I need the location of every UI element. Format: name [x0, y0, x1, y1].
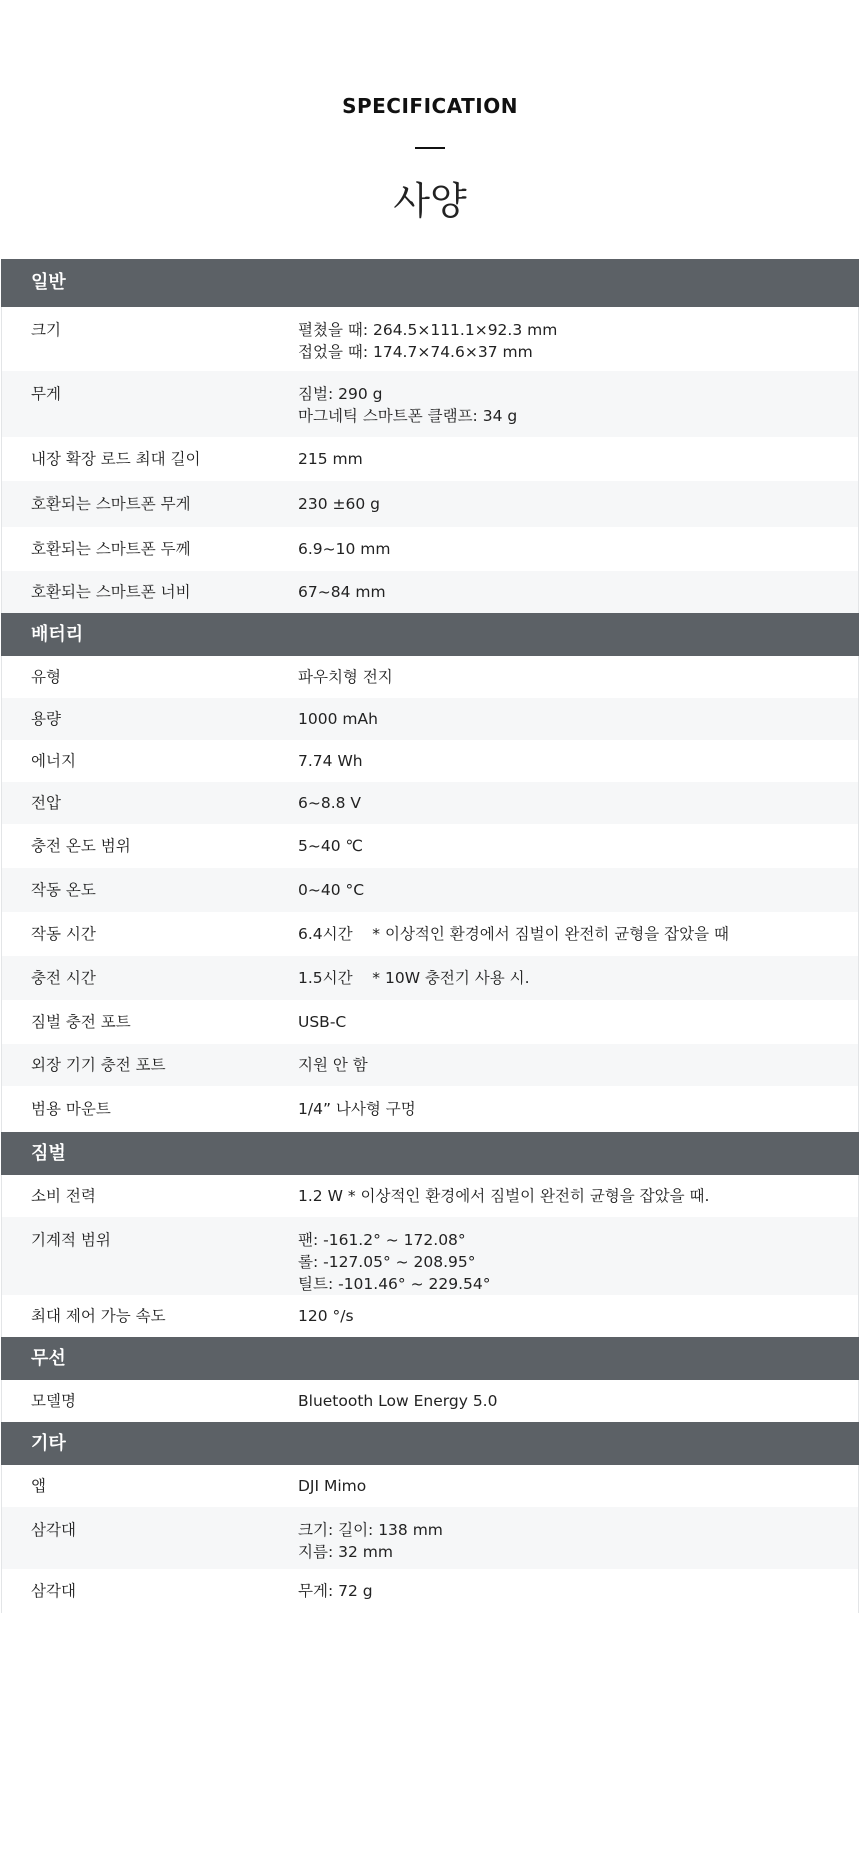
- spec-row: [1, 371, 859, 437]
- spec-label-text: 에너지: [31, 752, 76, 770]
- spec-label-text: 앱: [31, 1477, 46, 1495]
- spec-value-line: 마그네틱 스마트폰 클램프: 34 g: [298, 407, 518, 425]
- spec-value-line: 크기: 길이: 138 mm: [298, 1521, 443, 1539]
- spec-label-text: 호환되는 스마트폰 너비: [31, 583, 191, 601]
- section-header: 배터리: [1, 613, 859, 656]
- spec-row: [1, 1569, 859, 1613]
- spec-label-text: 무게: [31, 385, 61, 403]
- spec-row: [1, 307, 859, 371]
- specification-table: [1, 259, 859, 1613]
- spec-value-line: 팬: -161.2° ~ 172.08°: [298, 1231, 466, 1249]
- spec-value: [298, 1229, 858, 1295]
- spec-label-text: 충전 온도 범위: [31, 837, 131, 855]
- spec-label-text: 호환되는 스마트폰 두께: [31, 540, 191, 558]
- spec-label-text: 용량: [31, 710, 61, 728]
- spec-label-text: 소비 전력: [31, 1187, 96, 1205]
- spec-value-line: 120 °/s: [298, 1307, 354, 1325]
- spec-value-line: 롤: -127.05° ~ 208.95°: [298, 1253, 476, 1271]
- spec-label-text: 유형: [31, 668, 61, 686]
- spec-label-text: 작동 시간: [31, 925, 96, 943]
- spec-row: [1, 782, 859, 824]
- spec-value-line: 6~8.8 V: [298, 794, 362, 812]
- spec-row: [1, 824, 859, 868]
- spec-label: [2, 1305, 298, 1337]
- spec-value-line: 틸트: -101.46° ~ 229.54°: [298, 1275, 491, 1293]
- page-title: 사양: [393, 179, 467, 223]
- spec-label-text: 범용 마운트: [31, 1100, 111, 1118]
- spec-value-line: 0~40 °C: [298, 881, 365, 899]
- spec-row: [1, 481, 859, 527]
- spec-value-line: USB-C: [298, 1013, 347, 1031]
- spec-value-line: 7.74 Wh: [298, 752, 363, 770]
- spec-label: [2, 1185, 298, 1217]
- spec-row: [1, 868, 859, 912]
- spec-label-text: 삼각대: [31, 1521, 76, 1539]
- spec-value-line: 1.2 W * 이상적인 환경에서 짐벌이 완전히 균형을 잡았을 때.: [298, 1187, 710, 1205]
- spec-row: [1, 1175, 859, 1217]
- spec-value-line: 215 mm: [298, 450, 363, 468]
- spec-label-text: 짐벌 충전 포트: [31, 1013, 131, 1031]
- spec-value: [298, 1054, 858, 1086]
- spec-value: [298, 1390, 858, 1422]
- spec-value-line: 6.9~10 mm: [298, 540, 391, 558]
- spec-value-line: 지원 안 함: [298, 1056, 368, 1074]
- spec-value: [298, 448, 858, 481]
- spec-value: [298, 1519, 858, 1569]
- spec-row: [1, 437, 859, 481]
- spec-value-line: 짐벌: 290 g: [298, 385, 383, 403]
- spec-value: [298, 1098, 858, 1132]
- spec-value: [298, 835, 858, 868]
- section-eyebrow: SPECIFICATION: [342, 94, 518, 118]
- spec-row: [1, 912, 859, 956]
- spec-value-line: 6.4시간 * 이상적인 환경에서 짐벌이 완전히 균형을 잡았을 때: [298, 925, 729, 943]
- spec-label: [2, 1519, 298, 1569]
- spec-label-text: 기계적 범위: [31, 1231, 111, 1249]
- spec-label-text: 호환되는 스마트폰 무게: [31, 495, 191, 513]
- spec-label: [2, 1098, 298, 1132]
- spec-value-line: 무게: 72 g: [298, 1582, 373, 1600]
- spec-label: [2, 750, 298, 782]
- spec-label-text: 최대 제어 가능 속도: [31, 1307, 166, 1325]
- spec-row: [1, 698, 859, 740]
- spec-label: [2, 879, 298, 912]
- spec-row: [1, 1507, 859, 1569]
- spec-label: [2, 1390, 298, 1422]
- spec-value-line: 파우치형 전지: [298, 668, 393, 686]
- spec-row: [1, 656, 859, 698]
- spec-row: [1, 1217, 859, 1295]
- spec-value: [298, 319, 858, 371]
- spec-value-line: DJI Mimo: [298, 1477, 367, 1495]
- spec-label: [2, 493, 298, 527]
- spec-label: [2, 708, 298, 740]
- spec-label-text: 삼각대: [31, 1582, 76, 1600]
- spec-value: [298, 1011, 858, 1044]
- spec-value: [298, 581, 858, 613]
- spec-value-line: 지름: 32 mm: [298, 1543, 393, 1561]
- spec-label: [2, 666, 298, 698]
- spec-value: [298, 792, 858, 824]
- spec-value-line: 230 ±60 g: [298, 495, 380, 513]
- spec-row: [1, 1465, 859, 1507]
- spec-value: [298, 1305, 858, 1337]
- title-divider: [415, 147, 445, 149]
- spec-value: [298, 923, 858, 956]
- spec-label: [2, 1580, 298, 1613]
- spec-label-text: 크기: [31, 321, 61, 339]
- section-header: 짐벌: [1, 1132, 859, 1175]
- spec-row: [1, 1295, 859, 1337]
- spec-value: [298, 493, 858, 527]
- spec-label: [2, 581, 298, 613]
- section-header: 기타: [1, 1422, 859, 1465]
- spec-label: [2, 383, 298, 437]
- spec-label-text: 외장 기기 충전 포트: [31, 1056, 166, 1074]
- spec-value: [298, 383, 858, 437]
- spec-value-line: 펼쳤을 때: 264.5×111.1×92.3 mm: [298, 321, 558, 339]
- spec-label-text: 전압: [31, 794, 61, 812]
- spec-label-text: 충전 시간: [31, 969, 96, 987]
- spec-value-line: 1/4” 나사형 구멍: [298, 1100, 416, 1118]
- spec-value: [298, 666, 858, 698]
- spec-label: [2, 792, 298, 824]
- spec-value: [298, 879, 858, 912]
- spec-label: [2, 1475, 298, 1507]
- spec-row: [1, 1380, 859, 1422]
- spec-row: [1, 956, 859, 1000]
- spec-value-line: 1000 mAh: [298, 710, 378, 728]
- spec-row: [1, 1000, 859, 1044]
- spec-label: [2, 538, 298, 571]
- spec-label: [2, 1054, 298, 1086]
- spec-row: [1, 740, 859, 782]
- spec-value-line: 접었을 때: 174.7×74.6×37 mm: [298, 343, 533, 361]
- spec-row: [1, 1086, 859, 1132]
- spec-label: [2, 448, 298, 481]
- section-header: 일반: [1, 259, 859, 307]
- spec-label: [2, 835, 298, 868]
- section-header: 무선: [1, 1337, 859, 1380]
- spec-label-text: 작동 온도: [31, 881, 96, 899]
- spec-label-text: 내장 확장 로드 최대 길이: [31, 450, 201, 468]
- spec-label: [2, 1011, 298, 1044]
- spec-value: [298, 1185, 858, 1217]
- spec-value-line: Bluetooth Low Energy 5.0: [298, 1392, 498, 1410]
- spec-value-line: 1.5시간 * 10W 충전기 사용 시.: [298, 969, 530, 987]
- spec-label: [2, 1229, 298, 1295]
- spec-value: [298, 708, 858, 740]
- spec-value: [298, 1475, 858, 1507]
- spec-value: [298, 750, 858, 782]
- spec-row: [1, 571, 859, 613]
- spec-label: [2, 319, 298, 371]
- spec-value: [298, 538, 858, 571]
- spec-value-line: 5~40 ℃: [298, 837, 363, 855]
- spec-label: [2, 923, 298, 956]
- spec-value-line: 67~84 mm: [298, 583, 386, 601]
- spec-value: [298, 967, 858, 1000]
- spec-row: [1, 527, 859, 571]
- spec-value: [298, 1580, 858, 1613]
- spec-label: [2, 967, 298, 1000]
- spec-label-text: 모델명: [31, 1392, 76, 1410]
- spec-row: [1, 1044, 859, 1086]
